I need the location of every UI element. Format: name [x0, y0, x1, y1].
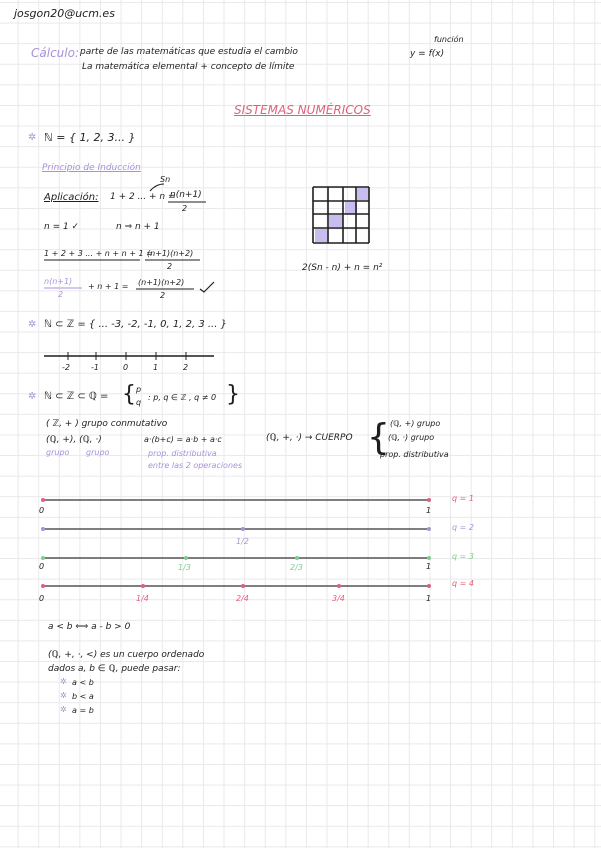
line2-label: 1/2 — [236, 537, 249, 546]
cuerpo-definition: (ℚ, +, ·) → CUERPO — [266, 433, 353, 443]
grupo-note: grupo — [86, 448, 110, 457]
groups-rationals: (ℚ, +), (ℚ, ·) — [46, 435, 102, 445]
star-icon: ✲ — [28, 132, 37, 143]
cuerpo-item: prop. distributiva — [380, 450, 449, 459]
integer-tick-label: -2 — [62, 363, 70, 372]
given-statement: dados a, b ∈ ℚ, puede pasar: — [48, 664, 181, 674]
line4-label: 2/4 — [236, 594, 249, 603]
star-icon: ✲ — [60, 705, 67, 714]
q-label: q = 3 — [452, 552, 474, 561]
brace-cuerpo: { — [367, 417, 390, 458]
prop-distributiva: prop. distributiva — [148, 449, 217, 458]
integer-tick-label: 2 — [183, 363, 189, 372]
cuerpo-item: (ℚ, ·) grupo — [388, 433, 435, 442]
induction-line4-rden: 2 — [160, 291, 166, 300]
star-icon: ✲ — [28, 391, 37, 402]
calculo-definition: parte de las matemáticas que estudia el cambio — [80, 47, 298, 57]
sn-label: Sn — [160, 175, 171, 184]
q-label: q = 2 — [452, 523, 474, 532]
application-label: Aplicación: — [44, 192, 99, 203]
group-integers: ( ℤ, + ) grupo conmutativo — [46, 419, 168, 429]
funcion-expr: y = f(x) — [410, 49, 445, 59]
induction-line4-mid: + n + 1 = — [88, 282, 129, 291]
line2-label: 0 — [39, 562, 45, 571]
calculo-line2: La matemática elemental + concepto de límite — [82, 62, 295, 72]
integers-set: ℕ ⊂ ℤ = { ... -3, -2, -1, 0, 1, 2, 3 ... } — [44, 319, 227, 330]
section-title: SISTEMAS NUMÉRICOS — [234, 103, 371, 117]
base-case: n = 1 ✓ — [44, 222, 80, 232]
induction-line3-left: 1 + 2 + 3 ... + n + n + 1 = — [44, 249, 153, 258]
ordered-field: (ℚ, +, ·, <) es un cuerpo ordenado — [48, 650, 205, 660]
line1-label: 1 — [426, 506, 432, 515]
application-expr: 1 + 2 ... + n = — [110, 192, 176, 202]
author-email: josgon20@ucm.es — [14, 7, 115, 20]
induction-step: n ⇒ n + 1 — [116, 222, 160, 232]
line3-label: 2/3 — [290, 563, 303, 572]
entre-operaciones: entre las 2 operaciones — [148, 461, 243, 470]
rationals-set-cond: : p, q ∈ ℤ , q ≠ 0 — [148, 393, 217, 402]
induction-line4-rnum: (n+1)(n+2) — [138, 278, 185, 287]
brace-open: { — [122, 382, 136, 407]
line4-label: 1/4 — [136, 594, 149, 603]
integer-tick-label: 0 — [123, 363, 129, 372]
induction-title: Principio de Inducción — [42, 163, 141, 173]
line3-label: 1/3 — [178, 563, 191, 572]
star-icon: ✲ — [60, 691, 67, 700]
induction-line3-num: (n+1)(n+2) — [147, 249, 194, 258]
order-relation: a < b ⟺ a - b > 0 — [48, 622, 131, 632]
application-frac-den: 2 — [182, 204, 188, 213]
grupo-note: grupo — [46, 448, 70, 457]
grid-formula: 2(Sn - n) + n = n² — [302, 263, 383, 273]
line4-label: 3/4 — [332, 594, 345, 603]
induction-line3-den: 2 — [167, 262, 173, 271]
distributive-formula: a·(b+c) = a·b + a·c — [144, 435, 222, 444]
star-icon: ✲ — [28, 319, 37, 330]
rationals-set-left: ℕ ⊂ ℤ ⊂ ℚ = — [44, 391, 109, 402]
induction-line4-num: n(n+1) — [44, 277, 73, 286]
brace-close: } — [226, 382, 240, 407]
star-icon: ✲ — [60, 677, 67, 686]
calculo-label: Cálculo: — [31, 46, 79, 60]
q-label: q = 1 — [452, 494, 474, 503]
line2-label: 1 — [426, 562, 432, 571]
integer-tick-label: -1 — [91, 363, 99, 372]
integer-tick-label: 1 — [153, 363, 159, 372]
q-label: q = 4 — [452, 579, 474, 588]
line4-label: 1 — [426, 594, 432, 603]
order-case: a = b — [72, 706, 94, 715]
cuerpo-item: (ℚ, +) grupo — [390, 419, 441, 428]
rationals-set-q: q — [136, 398, 142, 407]
order-case: b < a — [72, 692, 94, 701]
application-frac-num: n(n+1) — [170, 190, 202, 200]
rationals-set-p: p — [136, 385, 142, 394]
naturals-set: ℕ = { 1, 2, 3... } — [44, 131, 136, 144]
line4-label: 0 — [39, 594, 45, 603]
induction-line4-den: 2 — [58, 290, 64, 299]
funcion-label: función — [434, 35, 464, 44]
line1-label: 0 — [39, 506, 45, 515]
order-case: a < b — [72, 678, 94, 687]
